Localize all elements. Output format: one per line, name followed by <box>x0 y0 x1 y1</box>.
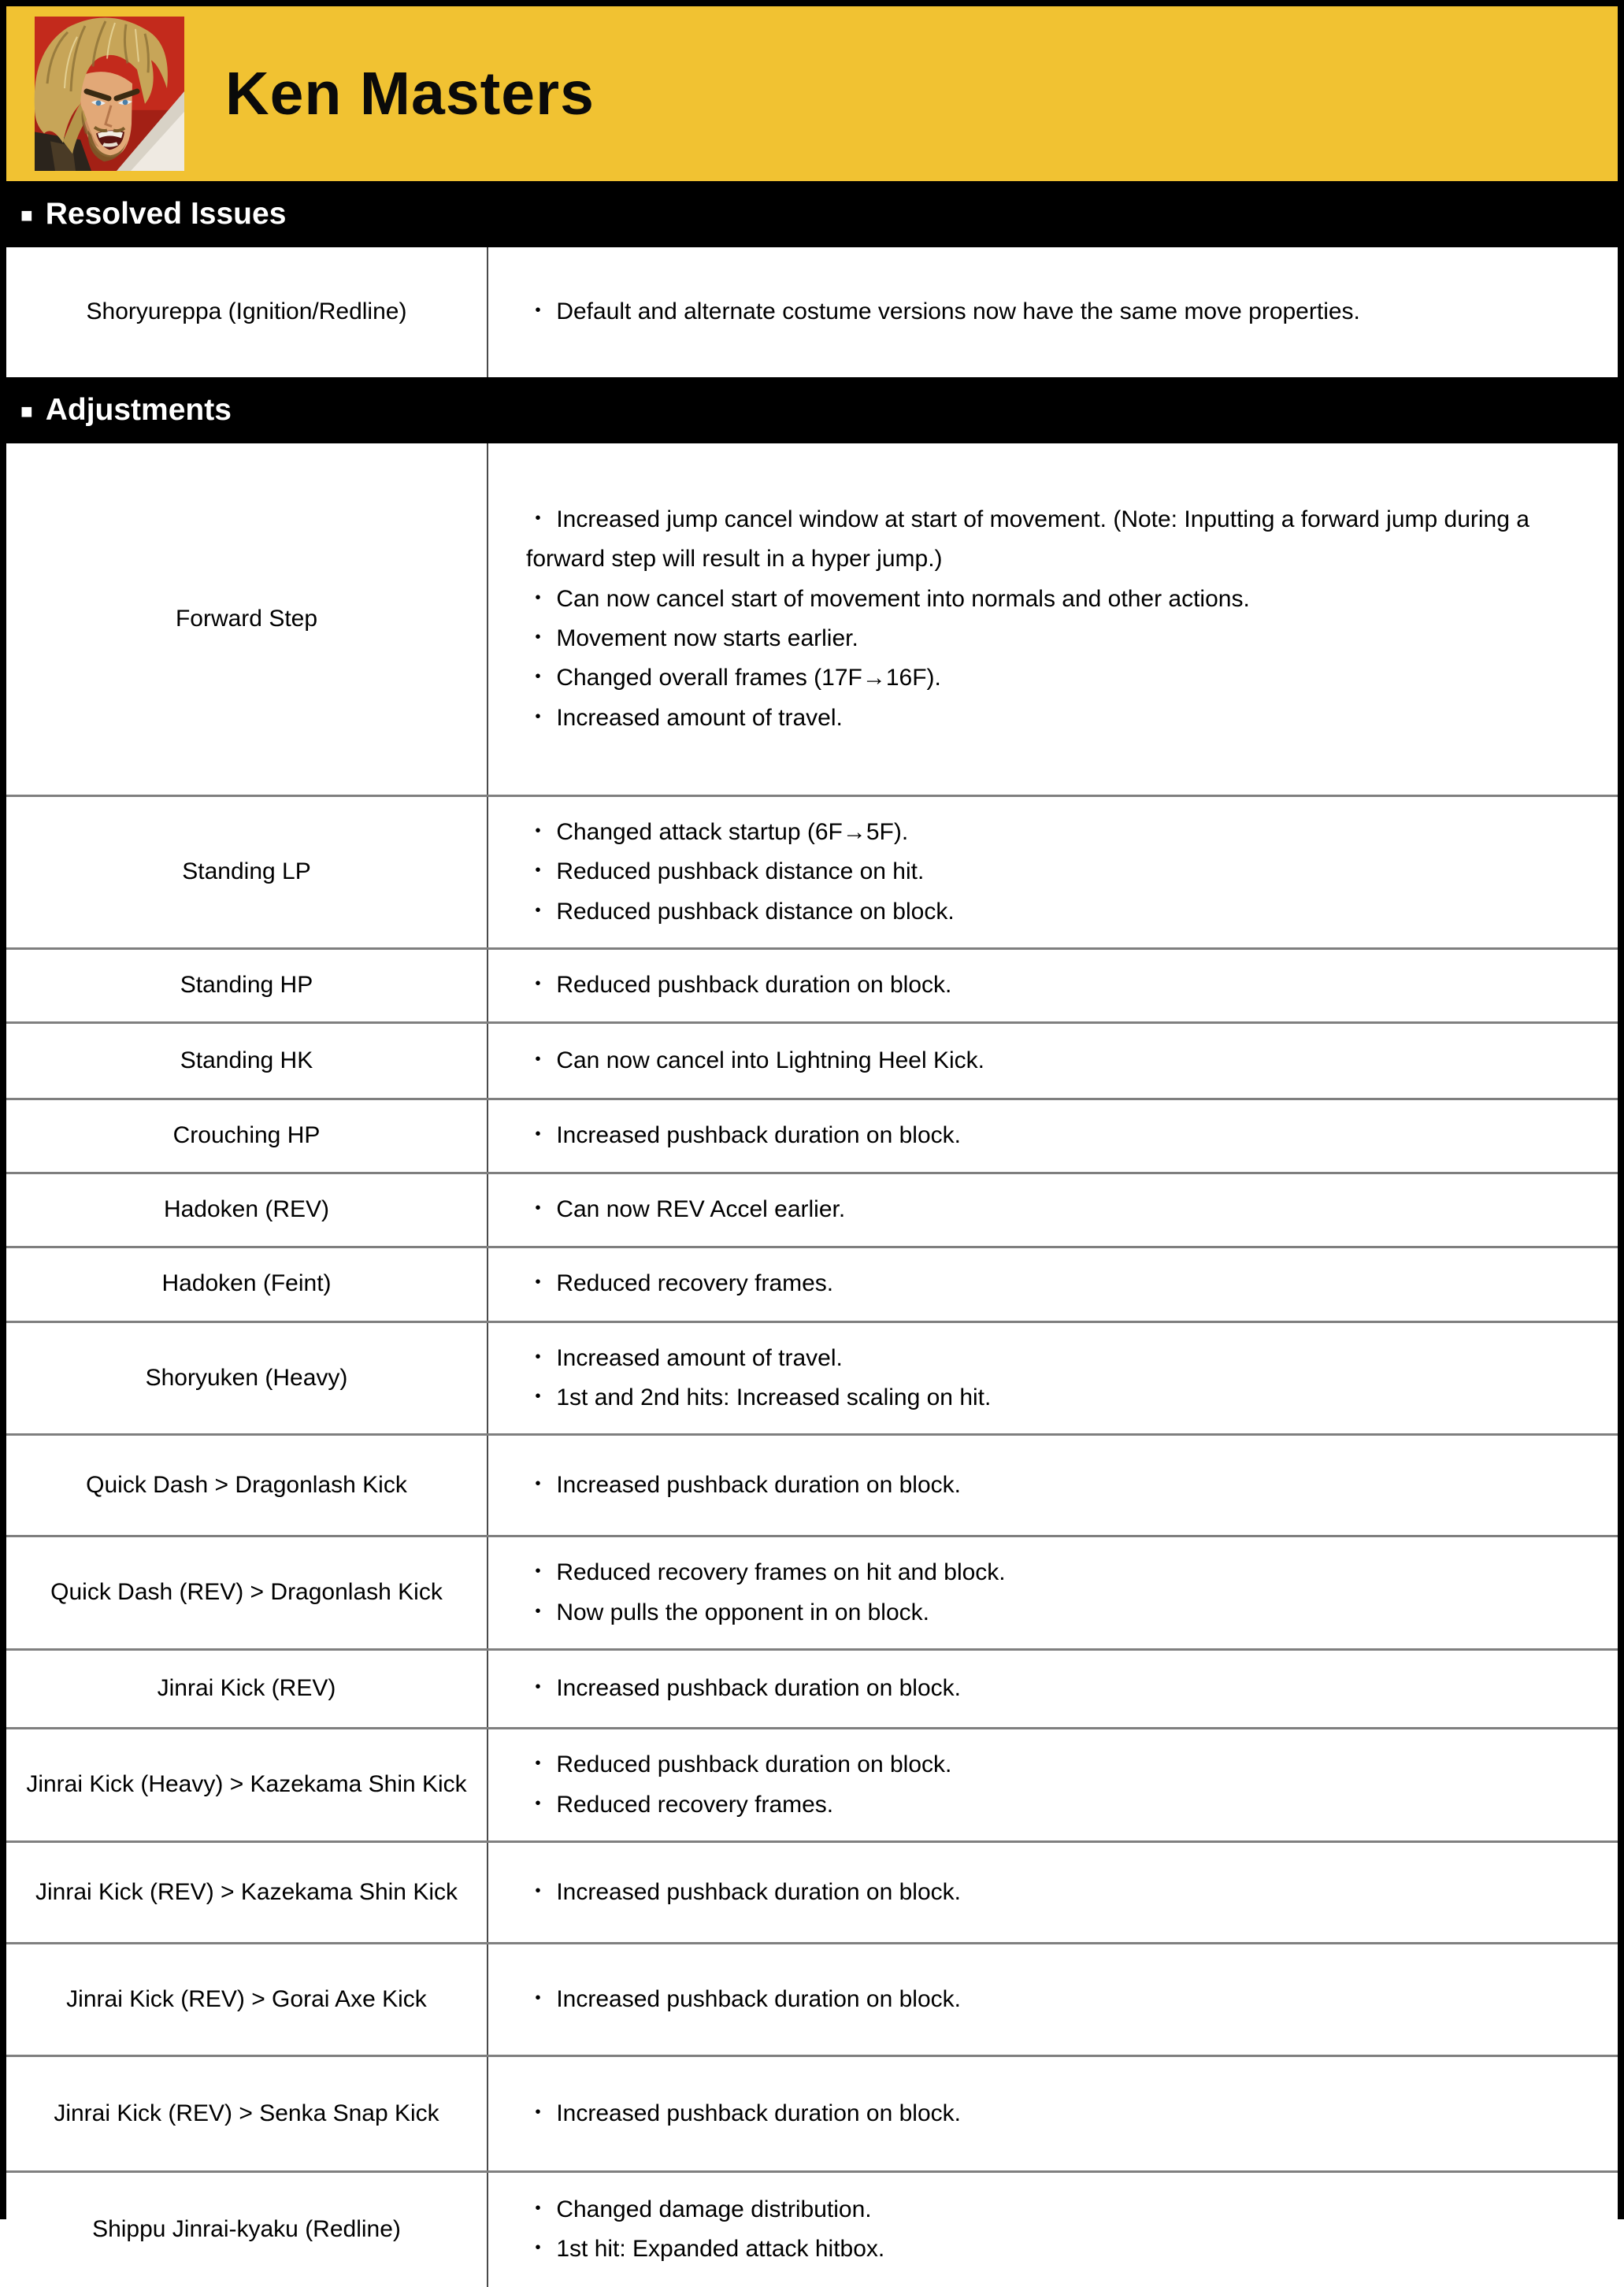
move-name-cell: Standing HK <box>6 1024 488 1098</box>
change-item: ・ Can now REV Accel earlier. <box>526 1195 846 1222</box>
character-header <box>6 6 1618 181</box>
change-item: ・ Increased pushback duration on block. <box>526 1122 961 1149</box>
table-row <box>6 947 1618 1021</box>
change-item: ・ Changed attack startup (6F→5F). <box>526 819 909 845</box>
move-name-cell: Shoryureppa (Ignition/Redline) <box>6 247 488 377</box>
change-item: ・ Movement now starts earlier. <box>526 625 858 651</box>
move-name-cell: Jinrai Kick (REV) > Kazekama Shin Kick <box>6 1843 488 1942</box>
move-name-cell: Hadoken (Feint) <box>6 1248 488 1321</box>
section-header <box>6 181 1618 247</box>
changes-cell <box>488 797 1618 947</box>
move-name-cell: Standing HP <box>6 950 488 1021</box>
move-name-cell: Shoryuken (Heavy) <box>6 1323 488 1434</box>
change-item: ・ Changed damage distribution. <box>526 2196 872 2223</box>
character-portrait-art <box>35 17 184 171</box>
move-name-cell: Quick Dash (REV) > Dragonlash Kick <box>6 1537 488 1648</box>
changes-cell <box>488 1729 1618 1840</box>
move-name-cell: Standing LP <box>6 797 488 947</box>
change-item: ・ Increased pushback duration on block. <box>526 1675 961 1702</box>
table-row <box>6 795 1618 947</box>
changes-cell <box>488 1323 1618 1434</box>
table-row <box>6 1648 1618 1727</box>
section-header <box>6 377 1618 443</box>
change-item: ・ Default and alternate costume versions now have the same move properties. <box>526 298 1360 325</box>
table-row <box>6 443 1618 795</box>
change-item: ・ 1st hit: Expanded attack hitbox. <box>526 2236 885 2263</box>
change-item: ・ Increased pushback duration on block. <box>526 1472 961 1499</box>
change-item: ・ Increased jump cancel window at start of movement. (Note: Inputting a forward jump during a forward step will result in a hyper jump.) <box>526 506 1529 573</box>
table-row <box>6 1840 1618 1942</box>
change-item: ・ Increased pushback duration on block. <box>526 1985 961 2012</box>
move-name-cell: Jinrai Kick (REV) <box>6 1651 488 1727</box>
change-item: ・ Reduced pushback distance on hit. <box>526 858 925 885</box>
table-row <box>6 2170 1618 2287</box>
change-item: ・ Reduced pushback distance on block. <box>526 898 955 925</box>
changes-cell <box>488 1174 1618 1246</box>
move-name-cell: Jinrai Kick (Heavy) > Kazekama Shin Kick <box>6 1729 488 1840</box>
changes-cell <box>488 1651 1618 1727</box>
changes-cell <box>488 1100 1618 1171</box>
move-name-cell: Hadoken (REV) <box>6 1174 488 1246</box>
change-item: ・ Reduced recovery frames. <box>526 1270 834 1297</box>
change-item: ・ Changed overall frames (17F→16F). <box>526 665 941 691</box>
table-row <box>6 1246 1618 1321</box>
change-item: ・ Increased pushback duration on block. <box>526 2100 961 2126</box>
table-row <box>6 2055 1618 2170</box>
change-item: ・ Now pulls the opponent in on block. <box>526 1599 929 1625</box>
table-row <box>6 1098 1618 1171</box>
move-name-cell: Jinrai Kick (REV) > Gorai Axe Kick <box>6 1944 488 2055</box>
table-row <box>6 1942 1618 2055</box>
change-item: ・ Reduced pushback duration on block. <box>526 1751 952 1778</box>
change-item: ・ Increased amount of travel. <box>526 704 843 731</box>
change-item: ・ Can now cancel start of movement into normals and other actions. <box>526 585 1250 612</box>
changes-cell <box>488 443 1618 795</box>
section-label: Adjustments <box>45 393 232 427</box>
table-row <box>6 1433 1618 1535</box>
move-name-cell: Forward Step <box>6 443 488 795</box>
move-name-cell: Shippu Jinrai-kyaku (Redline) <box>6 2173 488 2287</box>
changes-cell <box>488 1944 1618 2055</box>
table-row <box>6 1172 1618 1246</box>
table-row <box>6 247 1618 377</box>
section-label: Resolved Issues <box>45 197 287 231</box>
move-name-cell: Jinrai Kick (REV) > Senka Snap Kick <box>6 2057 488 2170</box>
patch-table <box>6 181 1618 2287</box>
changes-cell <box>488 2173 1618 2287</box>
changes-cell <box>488 1436 1618 1535</box>
change-item: ・ Increased pushback duration on block. <box>526 1878 961 1905</box>
change-item: ・ 1st and 2nd hits: Increased scaling on hit. <box>526 1384 992 1410</box>
change-item: ・ Can now cancel into Lightning Heel Kick. <box>526 1047 984 1073</box>
character-portrait <box>35 17 184 171</box>
change-item: ・ Reduced recovery frames on hit and block. <box>526 1559 1006 1586</box>
move-name-cell: Crouching HP <box>6 1100 488 1171</box>
changes-cell <box>488 1248 1618 1321</box>
changes-cell <box>488 1537 1618 1648</box>
section-marker: ■ <box>20 203 33 227</box>
table-row <box>6 1727 1618 1840</box>
changes-cell <box>488 247 1618 377</box>
change-item: ・ Reduced pushback duration on block. <box>526 972 952 999</box>
changes-cell <box>488 1843 1618 1942</box>
changes-cell <box>488 950 1618 1021</box>
section-marker: ■ <box>20 399 33 423</box>
change-item: ・ Increased amount of travel. <box>526 1344 843 1371</box>
changes-cell <box>488 2057 1618 2170</box>
change-item: ・ Reduced recovery frames. <box>526 1791 834 1818</box>
table-row <box>6 1535 1618 1648</box>
table-row <box>6 1021 1618 1098</box>
page-title: Ken Masters <box>225 59 595 128</box>
changes-cell <box>488 1024 1618 1098</box>
table-row <box>6 1321 1618 1434</box>
move-name-cell: Quick Dash > Dragonlash Kick <box>6 1436 488 1535</box>
